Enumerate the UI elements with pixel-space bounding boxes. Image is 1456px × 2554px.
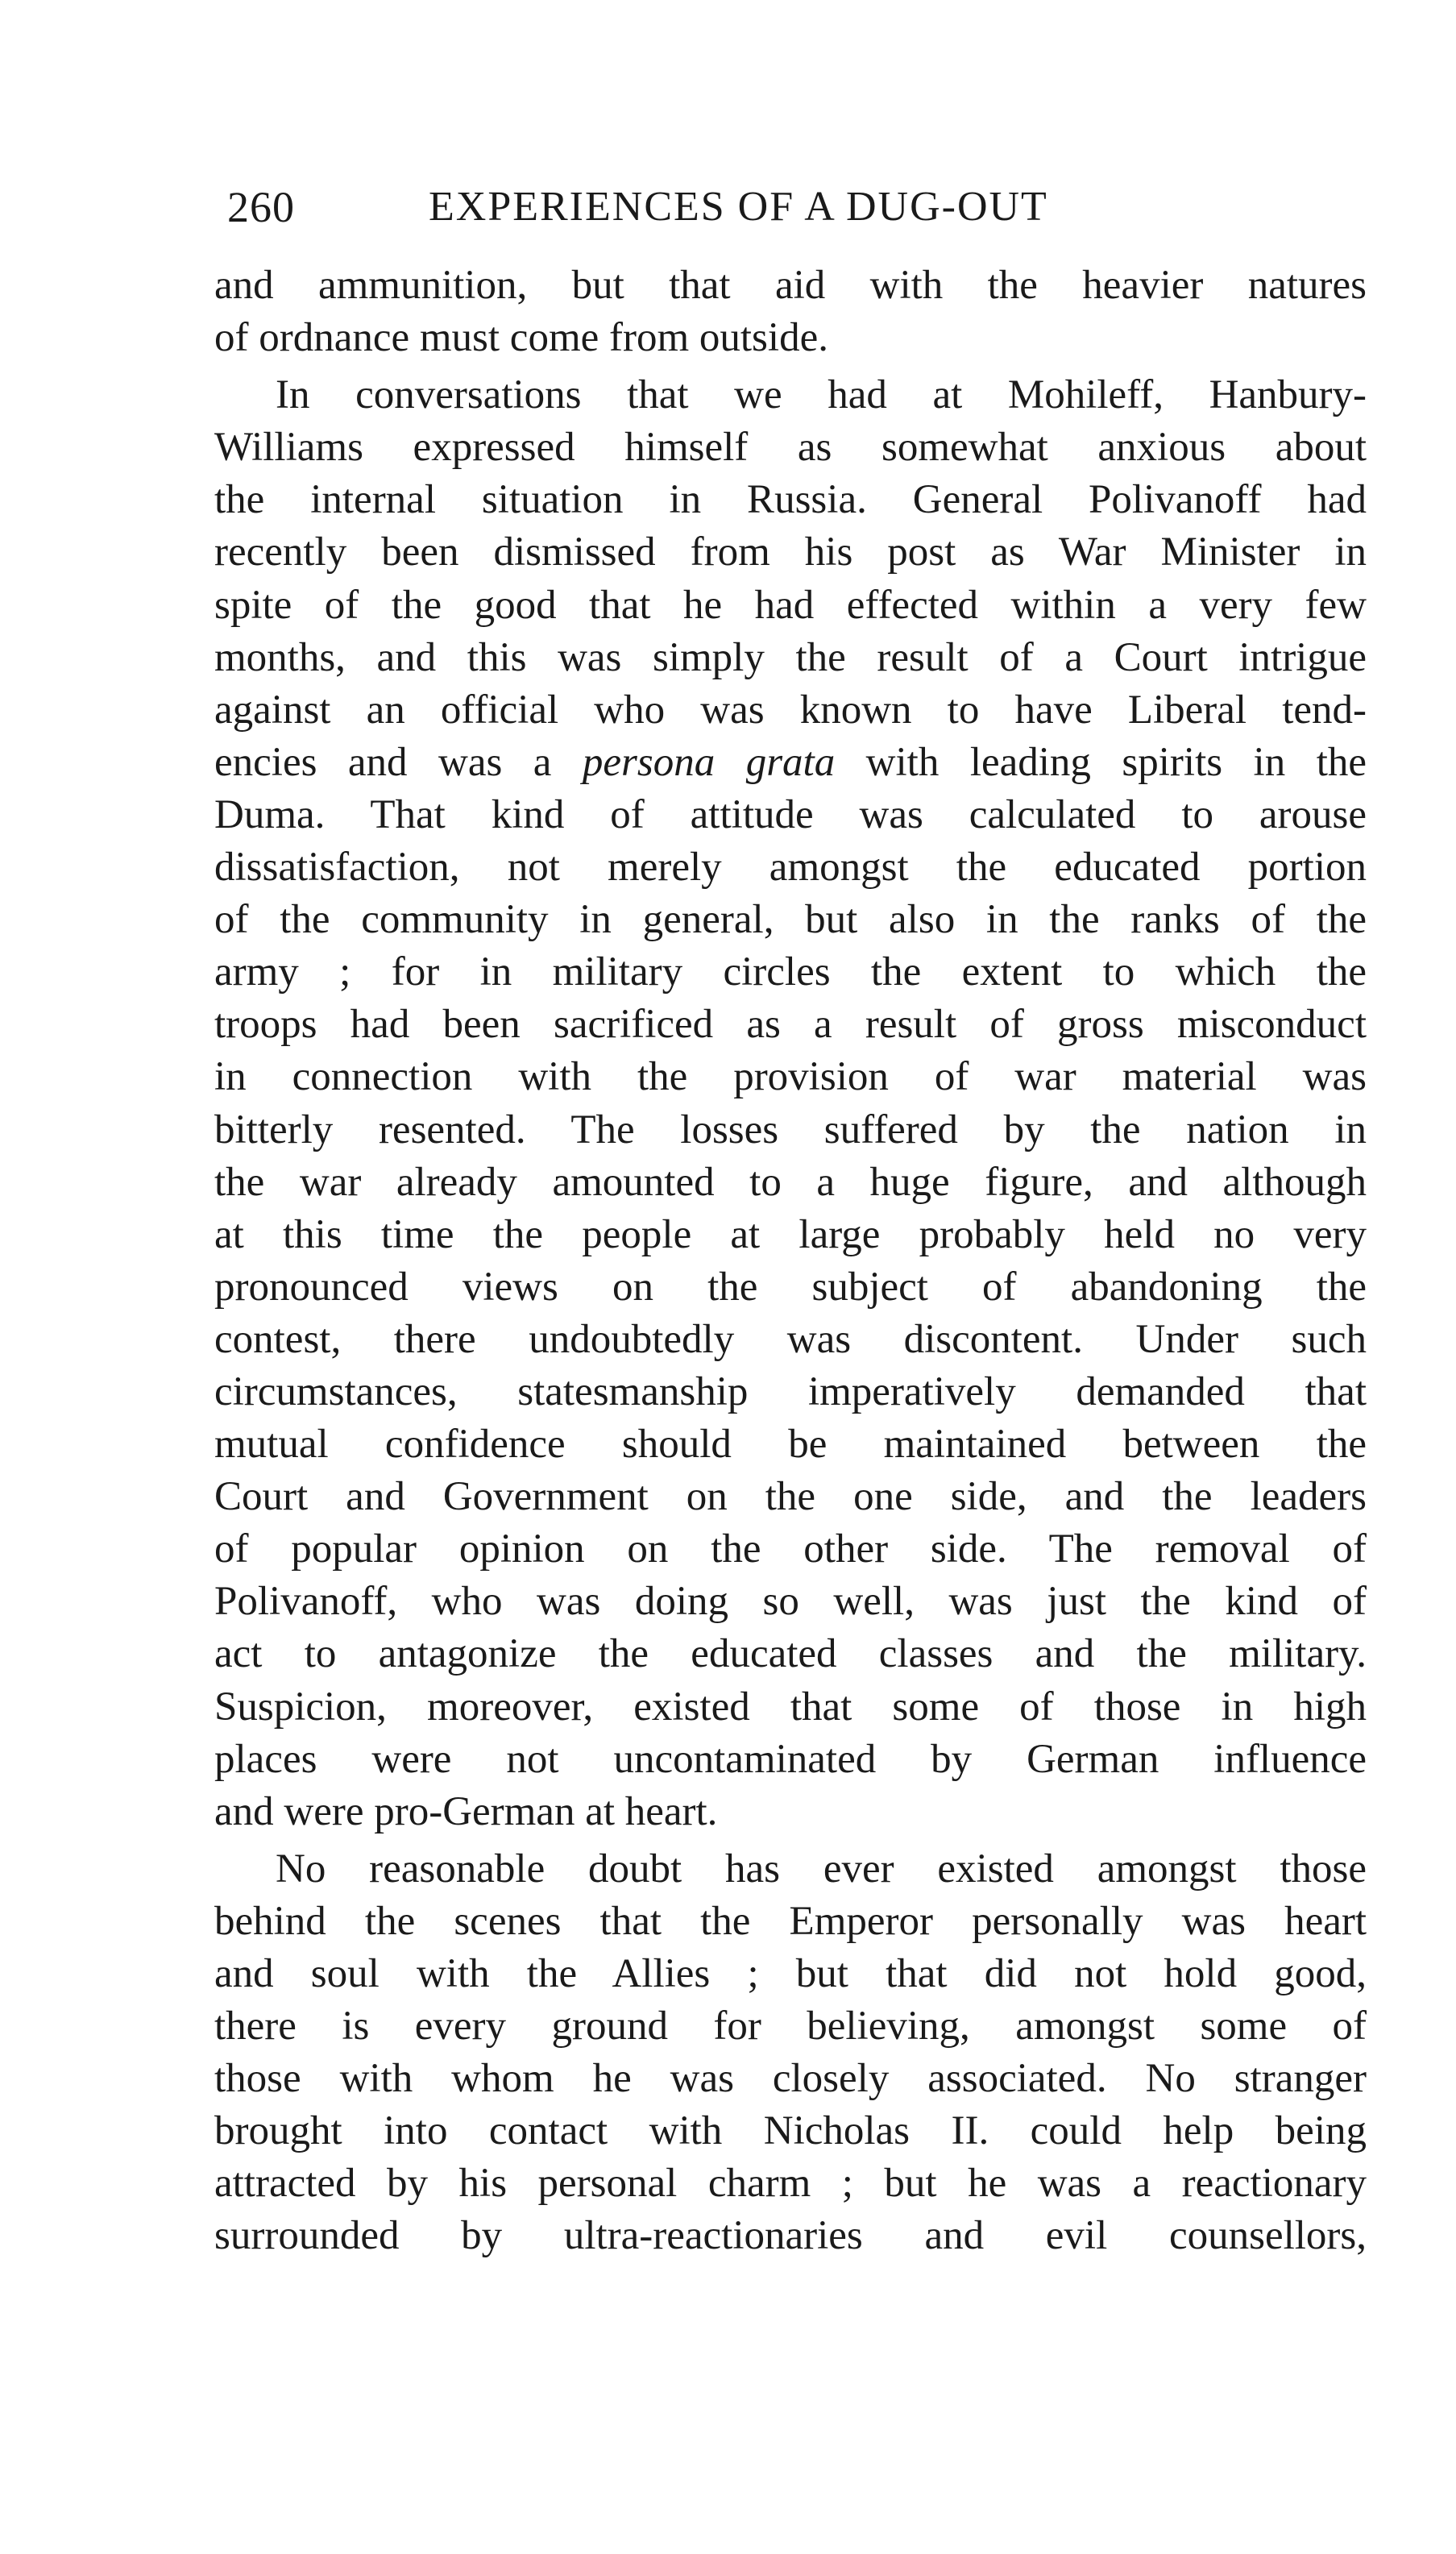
text-line: mutual confidence should be maintained between the	[214, 1422, 1367, 1468]
text-line-with-italic	[214, 737, 1367, 789]
italic-phrase: persona grata	[582, 739, 836, 785]
text-line: Court and Government on the one side, and the leaders	[214, 1474, 1367, 1520]
text-line: Polivanoff, who was doing so well, was just the kind of	[214, 1579, 1367, 1625]
text-line: and soul with the Allies ; but that did not hold good,	[214, 1951, 1367, 1996]
text-line: attracted by his personal charm ; but he was a reactionary	[214, 2161, 1367, 2207]
text-line: dissatisfaction, not merely amongst the educated portion	[214, 845, 1367, 891]
text-line: behind the scenes that the Emperor personally was heart	[214, 1898, 1367, 1944]
text-line: contest, there undoubtedly was discontent. Under such	[214, 1316, 1367, 1362]
text-line: those with whom he was closely associated. No stranger	[214, 2056, 1367, 2102]
line-suffix: with leading spirits in the	[835, 739, 1367, 785]
text-line: pronounced views on the subject of abandoning the	[214, 1264, 1367, 1310]
text-line: and were pro-German at heart.	[214, 1788, 718, 1834]
text-line: army ; for in military circles the extent to which the	[214, 949, 1367, 995]
paragraph-start-line: No reasonable doubt has ever existed amongst those	[276, 1846, 1367, 1892]
text-line: brought into contact with Nicholas II. could help being	[214, 2108, 1367, 2154]
text-line: at this time the people at large probably held no very	[214, 1211, 1367, 1257]
text-line: Duma. That kind of attitude was calculated to arouse	[214, 791, 1367, 837]
text-line: circumstances, statesmanship imperatively demanded that	[214, 1368, 1367, 1414]
text-line: surrounded by ultra-reactionaries and evil counsellors,	[214, 2213, 1367, 2259]
text-line: there is every ground for believing, amongst some of	[214, 2004, 1367, 2049]
text-line: troops had been sacrificed as a result of gross misconduct	[214, 1002, 1367, 1048]
text-line: months, and this was simply the result of a Court intrigue	[214, 634, 1367, 680]
paragraph-start-line: In conversations that we had at Mohileff, Hanbury-	[276, 372, 1367, 418]
text-line: recently been dismissed from his post as War Minister in	[214, 529, 1367, 575]
text-line: the war already amounted to a huge figure, and although	[214, 1159, 1367, 1205]
text-line: Williams expressed himself as somewhat anxious about	[214, 425, 1367, 471]
text-line: Suspicion, moreover, existed that some of those in high	[214, 1684, 1367, 1730]
text-line: bitterly resented. The losses suffered by the nation in	[214, 1107, 1367, 1152]
line-prefix: encies and was a	[214, 739, 583, 785]
text-line: against an official who was known to have Liberal tend-	[214, 687, 1367, 733]
text-line: spite of the good that he had effected within a very few	[214, 582, 1367, 628]
text-line: in connection with the provision of war material was	[214, 1054, 1367, 1100]
running-title: EXPERIENCES OF A DUG-OUT	[429, 184, 1048, 230]
text-line: places were not uncontaminated by German influence	[214, 1736, 1367, 1782]
body-text	[214, 260, 1367, 2263]
text-line: of ordnance must come from outside.	[214, 315, 828, 361]
text-line: of popular opinion on the other side. The removal of	[214, 1526, 1367, 1572]
text-line: and ammunition, but that aid with the heavier natures	[214, 263, 1367, 308]
text-line: of the community in general, but also in the ranks of the	[214, 897, 1367, 943]
text-line: the internal situation in Russia. General Polivanoff had	[214, 477, 1367, 523]
page-number: 260	[227, 183, 295, 231]
running-head	[227, 179, 1355, 235]
text-line: act to antagonize the educated classes and the military.	[214, 1631, 1367, 1677]
